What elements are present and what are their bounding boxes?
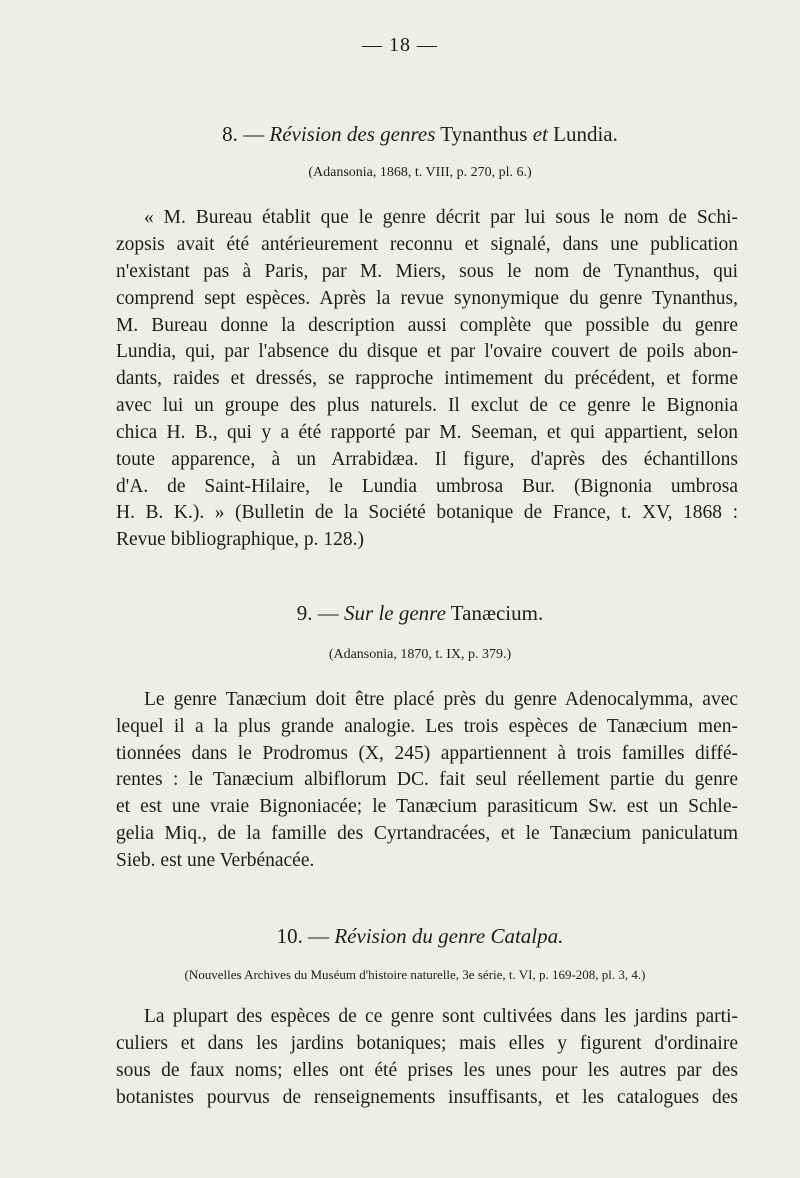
- section-8-citation: (Adansonia, 1868, t. VIII, p. 270, pl. 6.): [308, 165, 532, 180]
- body-line: comprend sept espèces. Après la revue synonymique du genre Tynanthus,: [116, 288, 738, 309]
- body-line: dants, raides et dressés, se rapproche intimement du précédent, et forme: [116, 368, 738, 389]
- section-8-heading-part: Révision des genres: [269, 122, 436, 146]
- section-8-heading-part: Tynanthus: [440, 122, 528, 146]
- body-line: botanistes pourvus de renseignements insuffisants, et les catalogues des: [116, 1087, 738, 1108]
- body-line: avec lui un groupe des plus naturels. Il exclut de ce genre le Bignonia: [116, 395, 738, 416]
- section-9-number: 9. —: [296, 601, 339, 625]
- page-number: — 18 —: [362, 34, 438, 56]
- section-9-heading: [0, 601, 800, 626]
- body-line: Le genre Tanæcium doit être placé près du genre Adenocalymma, avec: [144, 689, 738, 710]
- body-line: Revue bibliographique, p. 128.): [116, 529, 365, 550]
- section-8-heading-part: Lundia.: [553, 122, 618, 146]
- body-line: M. Bureau donne la description aussi complète que possible du genre: [116, 315, 738, 336]
- body-line: toute apparence, à un Arrabidæa. Il figure, d'après des échantillons: [116, 449, 738, 470]
- body-line: et est une vraie Bignoniacée; le Tanæcium parasiticum Sw. est un Schle-: [116, 796, 738, 817]
- body-line: gelia Miq., de la famille des Cyrtandracées, et le Tanæcium paniculatum: [116, 823, 738, 844]
- section-10-number: 10. —: [276, 924, 330, 948]
- section-10-heading: [0, 924, 800, 949]
- section-9-citation: (Adansonia, 1870, t. IX, p. 379.): [328, 647, 512, 662]
- section-8-heading: [0, 122, 800, 147]
- section-10-citation: (Nouvelles Archives du Muséum d'histoire naturelle, 3e série, t. VI, p. 169-208, pl. 3, 4.): [184, 967, 646, 982]
- body-line: tionnées dans le Prodromus (X, 245) appartiennent à trois familles diffé-: [116, 743, 738, 764]
- body-line: sous de faux noms; elles ont été prises les unes pour les autres par des: [116, 1060, 738, 1081]
- body-line: Sieb. est une Verbénacée.: [116, 850, 315, 871]
- body-line: « M. Bureau établit que le genre décrit par lui sous le nom de Schi-: [144, 207, 738, 228]
- body-line: culiers et dans les jardins botaniques; mais elles y figurent d'ordinaire: [116, 1033, 738, 1054]
- body-line: n'existant pas à Paris, par M. Miers, sous le nom de Tynanthus, qui: [116, 261, 738, 282]
- body-line: Lundia, qui, par l'absence du disque et par l'ovaire couvert de poils abon-: [116, 341, 738, 362]
- section-8-heading-part: et: [532, 122, 548, 146]
- body-line: rentes : le Tanæcium albiflorum DC. fait seul réellement partie du genre: [116, 769, 738, 790]
- section-10-heading-part: Révision du genre Catalpa.: [334, 924, 564, 948]
- section-9-heading-part: Tanæcium.: [450, 601, 544, 625]
- body-line: zopsis avait été antérieurement reconnu et signalé, dans une publication: [116, 234, 738, 255]
- body-line: lequel il a la plus grande analogie. Les trois espèces de Tanæcium men-: [116, 716, 738, 737]
- body-line: d'A. de Saint-Hilaire, le Lundia umbrosa Bur. (Bignonia umbrosa: [116, 476, 738, 497]
- body-line: chica H. B., qui y a été rapporté par M. Seeman, et qui appartient, selon: [116, 422, 738, 443]
- body-line: La plupart des espèces de ce genre sont cultivées dans les jardins parti-: [144, 1006, 738, 1027]
- body-line: H. B. K.). » (Bulletin de la Société botanique de France, t. XV, 1868 :: [116, 502, 738, 523]
- section-9-heading-part: Sur le genre: [344, 601, 446, 625]
- section-8-number: 8. —: [222, 122, 265, 146]
